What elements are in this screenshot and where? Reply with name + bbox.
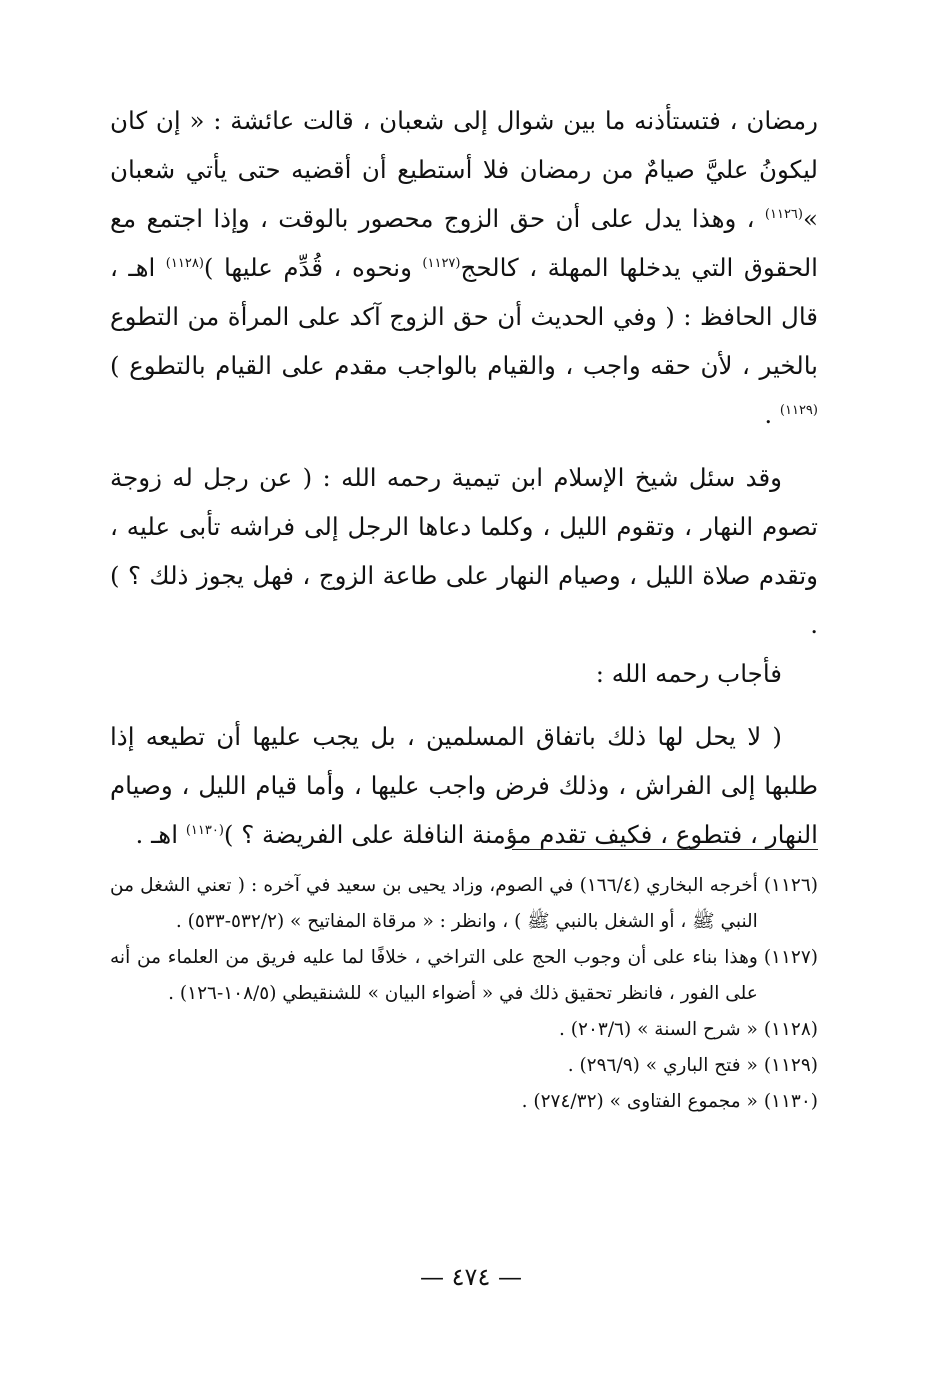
- footnote-text: « شرح السنة » (٢٠٣/٦) .: [559, 1019, 758, 1040]
- text-segment: ونحوه ، قُدِّم عليها ): [203, 253, 423, 282]
- footnote: [110, 1012, 818, 1048]
- footnote-number: (١١٢٧): [763, 947, 818, 968]
- footnote-ref[interactable]: (١١٢٦): [764, 206, 803, 222]
- page-number: — ٤٧٤ —: [420, 1263, 522, 1291]
- footnote-text: « فتح الباري » (٢٩٦/٩) .: [567, 1055, 758, 1076]
- text-segment: اهـ .: [135, 820, 186, 849]
- text-segment: رمضان ، فتستأذنه ما بين شوال إلى شعبان ، قالت عائشة : « إن كان ليكونُ عليَّ صيامٌ من رمضان فلا أستطيع أن أقضيه حتى يأتي شعبان »: [110, 106, 818, 233]
- main-text: [110, 96, 818, 859]
- footnote-ref[interactable]: (١١٢٨): [165, 255, 204, 271]
- footnotes: [110, 868, 818, 1120]
- footnote-text: « مجموع الفتاوى » (٢٧٤/٣٢) .: [521, 1091, 758, 1112]
- paragraph-4: [110, 712, 818, 859]
- footnote-number: (١١٢٩): [763, 1055, 818, 1076]
- paragraph-2: وقد سئل شيخ الإسلام ابن تيمية رحمه الله : ( عن رجل له زوجة تصوم النهار ، وتقوم الليل ، وكلما دعاها الرجل إلى فراشه تأبى عليه ، وتقدم صلاة الليل ، وصيام النهار على طاعة الزوج ، فهل يجوز ذلك ؟ ) .: [110, 463, 818, 639]
- footnote-ref[interactable]: (١١٢٧): [422, 255, 461, 271]
- text-segment: .: [764, 400, 780, 429]
- footnote: [110, 940, 818, 1012]
- footnote-number: (١١٣٠): [763, 1091, 818, 1112]
- footnote: [110, 868, 818, 940]
- text-segment: ( لا يحل لها ذلك باتفاق المسلمين ، بل يجب عليها أن تطيعه إذا طلبها إلى الفراش ، وذلك فرض واجب عليها ، وأما قيام الليل ، وصيام النهار ، فتطوع ، فكيف تقدم مؤمنة النافلة على الفريضة ؟ ): [110, 722, 818, 849]
- footnote: [110, 1084, 818, 1120]
- footnote-ref[interactable]: (١١٢٩): [779, 402, 818, 418]
- text-segment: ، وهذا يدل على أن حق الزوج محصور بالوقت ، وإذا اجتمع مع الحقوق التي يدخلها المهلة ، كالحج: [110, 204, 818, 282]
- paragraph-3: فأجاب رحمه الله :: [595, 659, 782, 688]
- footnote-separator: [512, 849, 818, 850]
- footnote-number: (١١٢٦): [763, 875, 818, 896]
- footnote-text: وهذا بناء على أن وجوب الحج على التراخي ، خلافًا لما عليه فريق من العلماء من أنه على الفور ، فانظر تحقيق ذلك في « أضواء البيان » للشنقيطي (١٠٨/٥-١٢٦) .: [110, 947, 758, 1004]
- footnote-text: أخرجه البخاري (١٦٦/٤) في الصوم، وزاد يحيى بن سعيد في آخره : ( تعني الشغل من النبي ﷺ ، أو الشغل بالنبي ﷺ ) ، وانظر : « مرقاة المفاتيح » (٥٣٢/٢-٥٣٣) .: [110, 875, 758, 932]
- text-segment: اهـ ، قال الحافظ : ( وفي الحديث أن حق الزوج آكد على المرأة من التطوع بالخير ، لأن حقه واجب ، والقيام بالواجب مقدم على القيام بالتطوع ): [110, 253, 818, 380]
- paragraph-1: [110, 96, 818, 439]
- footnote: [110, 1048, 818, 1084]
- footnote-number: (١١٢٨): [763, 1019, 818, 1040]
- footnote-ref[interactable]: (١١٣٠): [185, 822, 224, 838]
